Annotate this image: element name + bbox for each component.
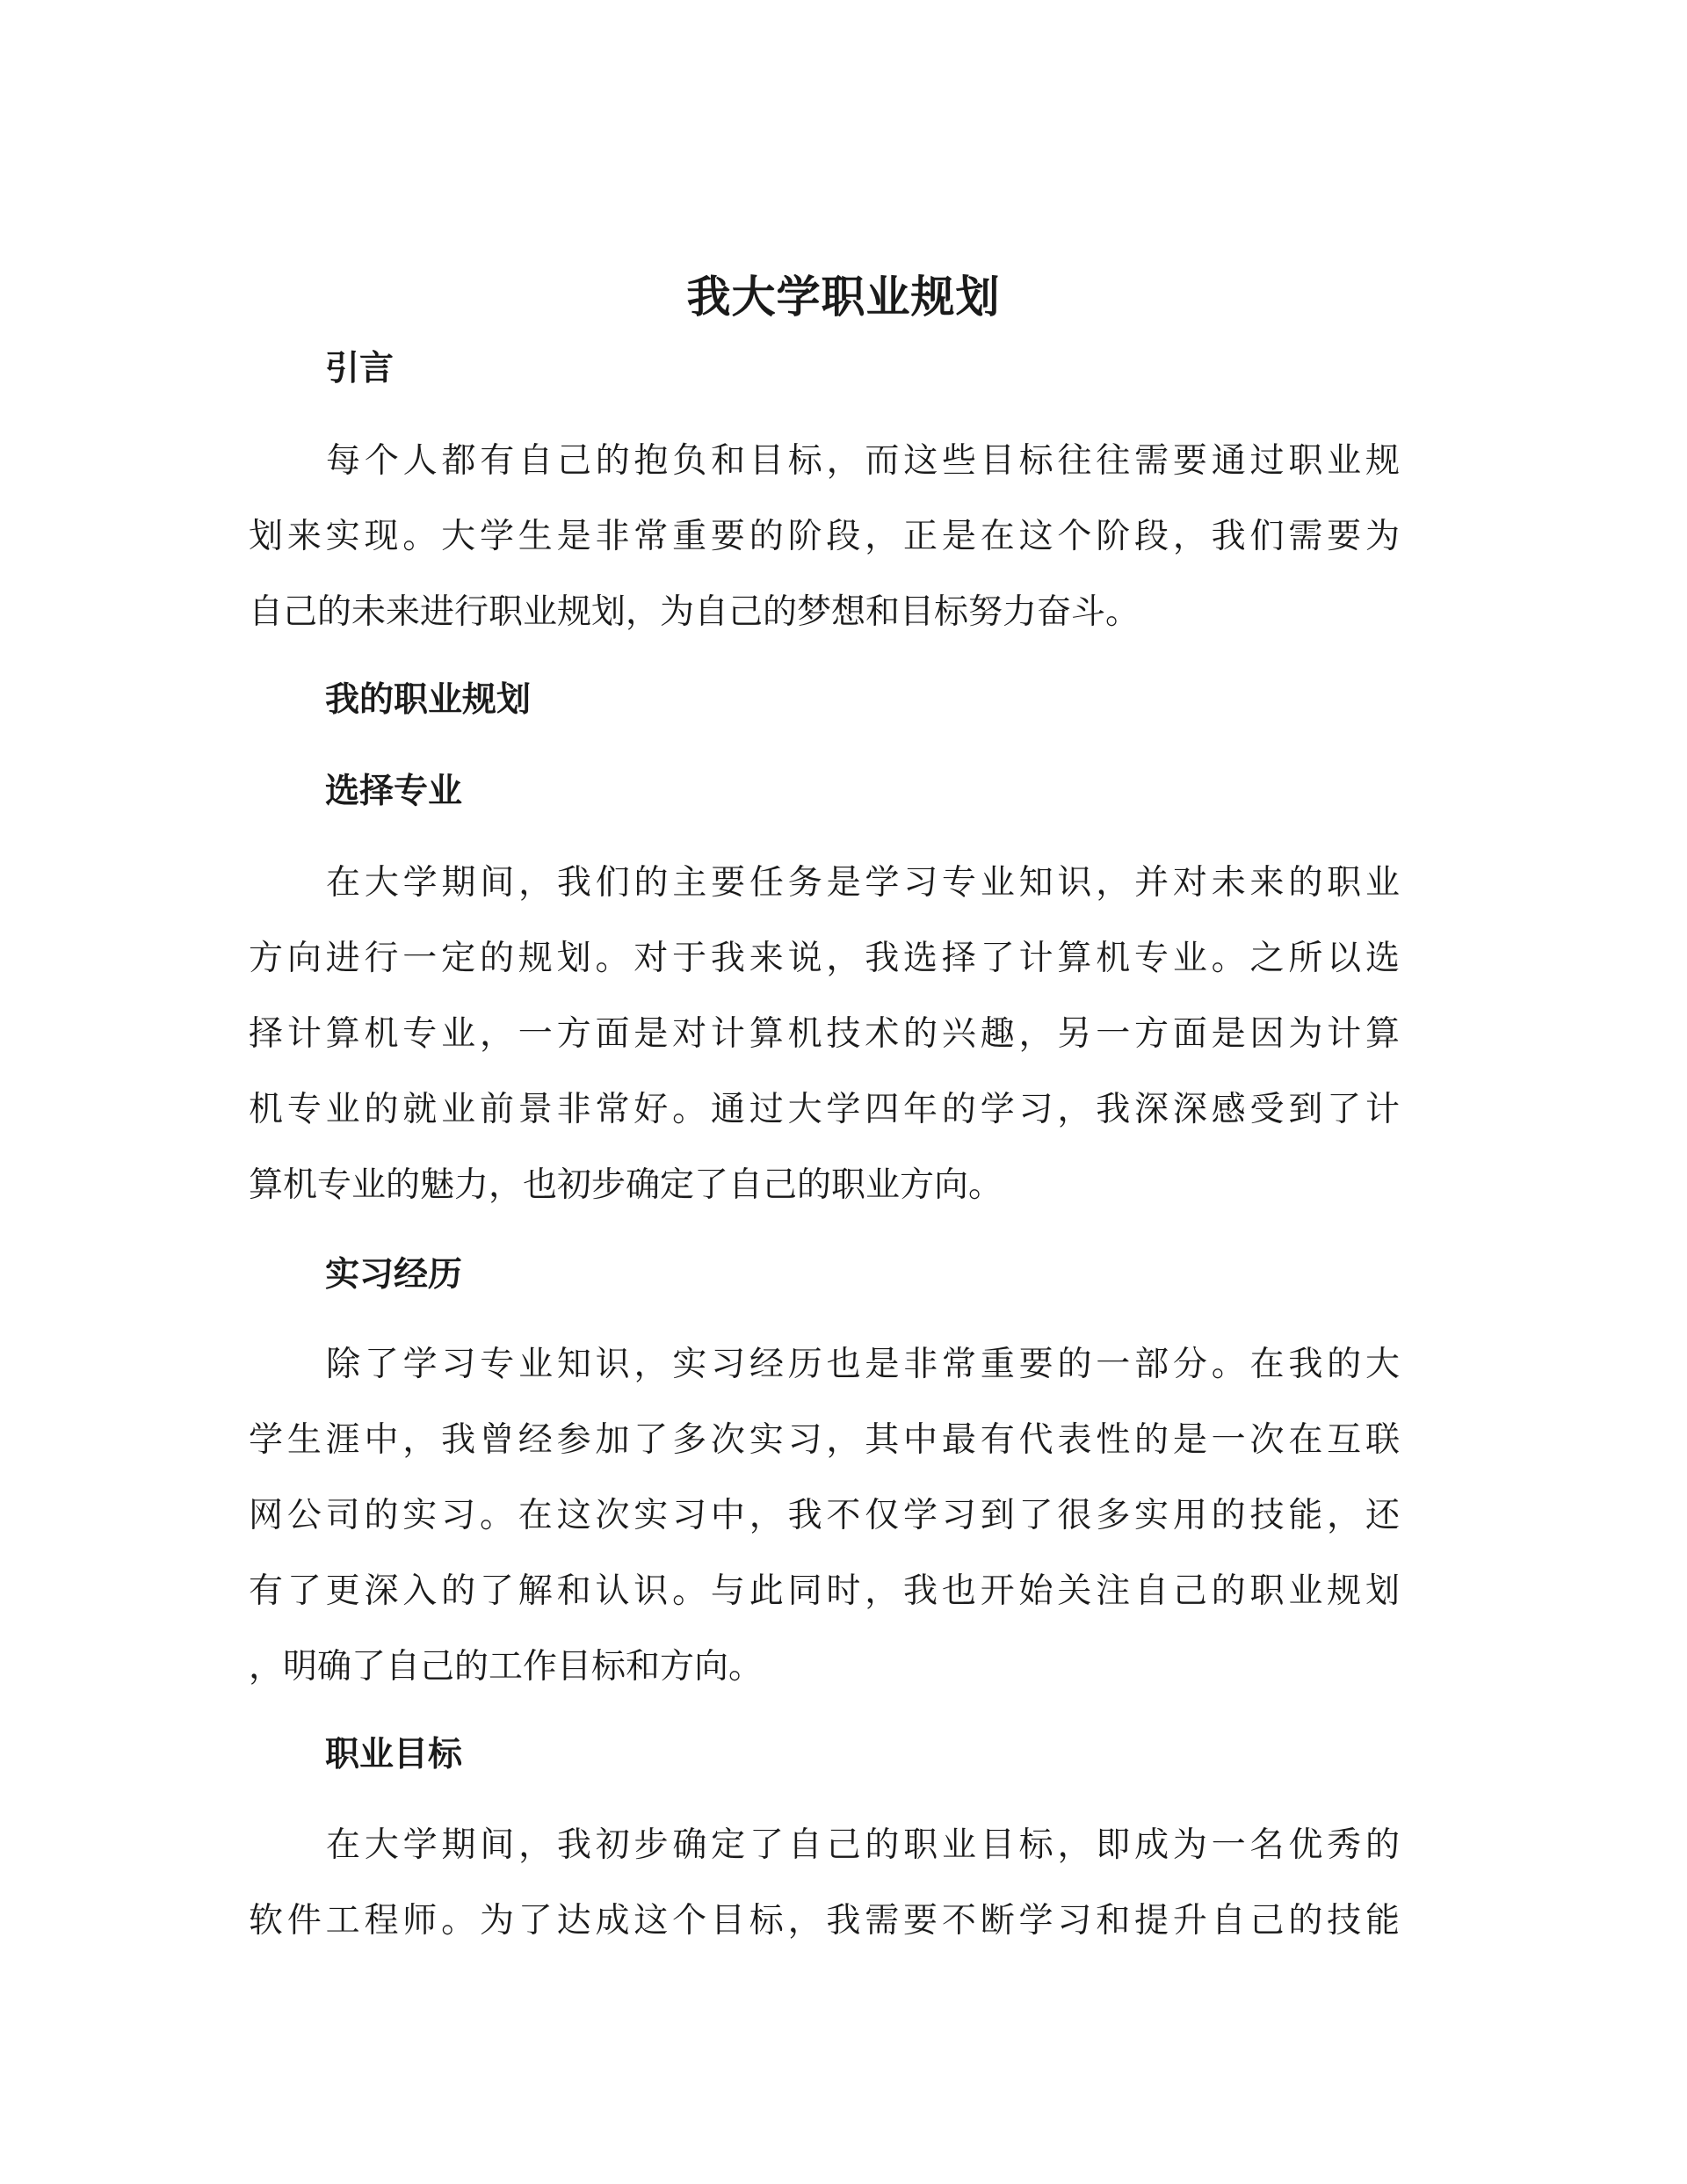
paragraph-line: 在大学期间，我们的主要任务是学习专业知识，并对未来的职业 bbox=[326, 863, 1400, 903]
paragraph-line: 算机专业的魅力，也初步确定了自己的职业方向。 bbox=[249, 1165, 1003, 1205]
paragraph-line: 网公司的实习。在这次实习中，我不仅学习到了很多实用的技能，还 bbox=[249, 1496, 1400, 1535]
paragraph-line: 在大学期间，我初步确定了自己的职业目标，即成为一名优秀的 bbox=[326, 1825, 1400, 1865]
section-heading-goal: 职业目标 bbox=[325, 1734, 463, 1774]
paragraph-line: 择计算机专业，一方面是对计算机技术的兴趣，另一方面是因为计算 bbox=[249, 1014, 1400, 1054]
section-heading-intro: 引言 bbox=[325, 348, 395, 388]
paragraph-line: 学生涯中，我曾经参加了多次实习，其中最有代表性的是一次在互联 bbox=[249, 1420, 1400, 1460]
paragraph-major bbox=[249, 845, 1400, 1223]
section-heading-internship: 实习经历 bbox=[325, 1254, 463, 1295]
paragraph-internship bbox=[249, 1327, 1400, 1705]
paragraph-line: 划来实现。大学生是非常重要的阶段，正是在这个阶段，我们需要为 bbox=[249, 517, 1400, 556]
paragraph-line: 机专业的就业前景非常好。通过大学四年的学习，我深深感受到了计 bbox=[249, 1090, 1400, 1129]
section-heading-my-plan: 我的职业规划 bbox=[325, 679, 532, 720]
section-heading-major: 选择专业 bbox=[325, 771, 463, 811]
paragraph-intro bbox=[249, 424, 1400, 650]
document-title: 我大学职业规划 bbox=[686, 271, 1001, 323]
paragraph-line: 自己的未来进行职业规划，为自己的梦想和目标努力奋斗。 bbox=[249, 592, 1140, 632]
paragraph-line: 每个人都有自己的抱负和目标，而这些目标往往需要通过职业规 bbox=[326, 441, 1400, 481]
paragraph-line: 方向进行一定的规划。对于我来说，我选择了计算机专业。之所以选 bbox=[249, 939, 1400, 978]
paragraph-goal bbox=[249, 1808, 1400, 1959]
paragraph-line: ，明确了自己的工作目标和方向。 bbox=[249, 1647, 764, 1687]
paragraph-line: 除了学习专业知识，实习经历也是非常重要的一部分。在我的大 bbox=[326, 1345, 1400, 1384]
paragraph-line: 软件工程师。为了达成这个目标，我需要不断学习和提升自己的技能 bbox=[249, 1901, 1400, 1941]
paragraph-line: 有了更深入的了解和认识。与此同时，我也开始关注自己的职业规划 bbox=[249, 1571, 1400, 1611]
